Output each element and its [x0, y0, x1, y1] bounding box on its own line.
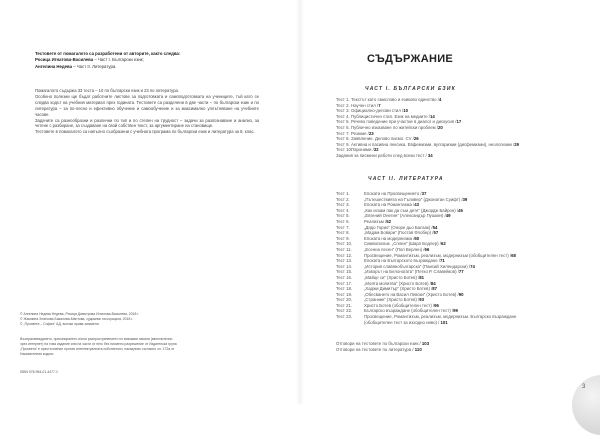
toc-item-number: Тест 6. [336, 124, 350, 130]
page-ref: 23 [368, 130, 374, 136]
toc-item-title: Българско възраждане (обобщителен тест) / [364, 308, 454, 314]
page-ref: 62 [441, 241, 446, 247]
toc-item-number: Тест 5. [336, 213, 350, 219]
toc-item-title: Активна и пасивна лексика. Евфемизми, вулгаризми (дисфемизми), неологизми / [351, 141, 515, 147]
page-ref: 52 [386, 218, 392, 224]
toc-item-number: Тест 16. [336, 274, 353, 280]
page-ref: 45 [458, 207, 463, 213]
toc-title: СЪДЪРЖАНИЕ [367, 53, 454, 65]
toc-item-number: Тест 12. [336, 252, 353, 258]
toc-item-title: „Дядо Горио“ (Оноре дьо Балзак) / [364, 224, 433, 230]
toc-item-number: Тест 8. [336, 136, 350, 142]
toc-item-number: Тест 23. [336, 314, 353, 320]
toc-item-title: Официално-делови стил / [351, 108, 404, 114]
authors-intro: Тестовете от помагалото са разработени от авторите, както следва: [35, 51, 181, 56]
toc-item-title: Епохата на модернизма / [364, 235, 415, 241]
author-part: – Част I. Български език; [93, 57, 144, 63]
toc-item-title: „Евгений Онегин“ (Александър Пушкин) / [364, 213, 446, 219]
copyright-line: © Жасмина Златкова Бакалова-Мантова, художник на корицата, 2018 г. [20, 317, 134, 321]
toc-item-number: Тест 6. [336, 218, 350, 224]
toc-item-number: Тест 7. [336, 130, 350, 136]
toc-item-title: Епохата на Българското възраждане / [364, 258, 441, 264]
toc-item-title: „Моята молитва“ (Христо Ботев) / [364, 280, 431, 286]
page-ref: 29 [514, 141, 520, 147]
toc-item-title: „Изворът на Белоногата“ (Петко Р. Славейков) / [364, 269, 459, 275]
toc-item-number: Тест 21. [336, 302, 353, 308]
toc-item-number: Тест 2. [336, 196, 350, 202]
toc-item-number: Тест 8. [336, 230, 350, 236]
page-ref: 84 [430, 280, 436, 286]
legal-notice: Възпроизвеждането, прекопирането и/или разпространението по всякакви начини (включително чрез интернет) на това издание или на части от него без писмено разрешение от Издателска група „Просвета“ е престъпление против интелектуалната собственост, наказуемо съгласно чл. 172а от Наказателния кодекс. [20, 337, 177, 356]
left-page [0, 0, 300, 404]
toc-item-title: Епохата на Романтизма / [364, 202, 415, 208]
toc-item-title: „История славянобългарска“ (Паисий Хилендарски) / [364, 263, 471, 269]
toc-item-title: „Есенна песен“ (Пол Верлен) / [364, 246, 425, 252]
page-ref: 96 [434, 302, 439, 308]
page-ref: 14 [429, 113, 435, 119]
part2-list [336, 191, 516, 325]
page-ref: 101 [440, 319, 448, 325]
page-ref: 66 [424, 246, 430, 252]
toc-item-title: Текстът като смислово и езиково единство / [351, 97, 439, 102]
page-ref: 60 [414, 235, 420, 241]
toc-item-number: Тест 9. [336, 141, 350, 147]
part1-heading: ЧАСТ I. БЪЛГАРСКИ ЕЗИК [365, 86, 456, 92]
toc-item-title: Христо Ботев (обобщителен тест) / [364, 302, 435, 308]
page-ref: 68 [511, 252, 516, 258]
answers-title: Отговори на тестовете по литература / [336, 346, 415, 352]
copyright-line: © Ангелина Недева Недева, Росица Димитрова Игнатова-Василева, 2018 г. [20, 312, 140, 316]
page-ref: 34 [427, 152, 433, 158]
answers-item[interactable] [336, 347, 429, 353]
toc-item-number: Тест 1. [336, 191, 350, 196]
answers-title: Отговори на тестовете по български език / [336, 341, 422, 346]
page-ref: 90 [458, 291, 464, 297]
description-paragraph: Помагалото съдържа 33 теста – 10 по български език и 23 по литература. [35, 88, 180, 93]
description-paragraph: Особено полезни ще бъдат работните листове за подготовката и самоподготовката на учениците, тъй като се следва ходът на учебния материал през годината. Тестовете са разделени в две части – по български език и по литература – за по-лесно и ефективно обучение и самообучение и за максимално уплътняване на учебните часове. [35, 93, 259, 117]
toc-item-title: Символизъм. „Сплин“ (Шарл Бодлер) / [364, 241, 441, 247]
toc-item-title: Просвещение, Романтизъм, реализъм, модернизъм (обобщителен тест) / [364, 252, 512, 258]
toc-item-number: Тест 9. [336, 235, 350, 241]
page-ref: 74 [470, 263, 475, 269]
toc-item-number: Тест 3. [336, 108, 350, 114]
toc-item-number: Тест 13. [336, 258, 353, 264]
page-ref: 32 [373, 147, 379, 153]
toc-item-number: Тест 14. [336, 263, 353, 269]
page-ref: 87 [432, 286, 438, 292]
toc-item-title: Речево поведение при участие в диалог и дискусия / [351, 119, 457, 125]
page-ref: 20 [438, 124, 443, 130]
toc-item-title: Епохата на Просвещението / [364, 191, 422, 196]
copyright-block [20, 312, 180, 327]
toc-item-number: Тест 17. [336, 280, 353, 286]
toc-item-number: Тест 20. [336, 297, 353, 303]
toc-item-number: Тест 4. [336, 207, 350, 213]
toc-item-title: „Обесването на Васил Левски“ (Христо Ботев) / [364, 291, 459, 297]
toc-item-number: Тест 19. [336, 291, 353, 297]
toc-item-title: „Странник“ (Христо Ботев) / [364, 297, 420, 303]
copyright-line: © „Просвета – София“ АД, всички права запазени. [20, 322, 100, 326]
authors-block [35, 51, 275, 70]
toc-item-number: Тест 18. [336, 286, 353, 292]
author-name: Ангелина Недева [35, 63, 73, 69]
page-ref: 26 [413, 136, 419, 142]
page-ref: 43 [414, 202, 420, 208]
page-ref: 81 [419, 274, 425, 280]
toc-item-title: „Хаджи Димитър“ (Христо Ботев) / [364, 286, 433, 292]
toc-item-number: Тест 1. [336, 97, 350, 102]
page-ref: 71 [440, 258, 445, 264]
toc-item-title: Публицистичен стил. Език на медиите / [351, 113, 430, 119]
toc-item-number: Тест 10. [336, 147, 353, 153]
description [35, 88, 259, 135]
page-ref: 103 [421, 341, 430, 346]
page-ref: 17 [456, 119, 462, 125]
toc-item-assignments[interactable] [336, 153, 519, 159]
toc-item-title: Резюме / [351, 130, 369, 136]
page-ref: 4 [438, 97, 442, 102]
page-ref: 39 [462, 196, 468, 202]
part1-list [336, 97, 519, 159]
isbn: ISBN 978-954-01-4477-1 [20, 370, 58, 374]
page-ref: 7 [378, 102, 381, 108]
toc-item-title: „Майце си“ (Христо Ботев) / [364, 274, 420, 280]
author-name: Росица Игнатова-Василева [35, 57, 94, 63]
part2-heading: ЧАСТ II. ЛИТЕРАТУРА [368, 176, 444, 182]
toc-item-number: Тест 10. [336, 241, 353, 247]
page-ref: 93 [419, 297, 424, 303]
answers-list [336, 341, 429, 352]
page-ref: 110 [414, 346, 422, 352]
toc-item-title: „Как искам пак да съм дете“ (Джордж Байрон) / [364, 207, 459, 213]
author-line [35, 64, 275, 70]
page-ref: 37 [421, 191, 427, 196]
toc-item-number: Тест 4. [336, 113, 350, 119]
toc-item-continuation[interactable] [336, 320, 516, 326]
page-ref: 10 [403, 108, 408, 114]
toc-item-title: (обобщителен тест за изходно ниво) / [364, 319, 441, 325]
description-paragraph: Тестовете в помагалото са напълно съобразени с учебната програма по български език и литература за 8. клас. [35, 129, 255, 135]
toc-item-number: Тест 2. [336, 102, 350, 108]
toc-item-title: Публично изказване по житейски проблем / [351, 124, 439, 130]
page-ref: 77 [458, 269, 464, 275]
toc-item-title: „Пътешествията на Гъливер“ (Джонатан Суифт) / [364, 196, 463, 202]
page-ref: 54 [432, 224, 438, 230]
toc-item-title: Задания за писмени работи след всеки тест / [336, 152, 428, 158]
toc-item-number: Тест 3. [336, 202, 350, 208]
page-ref: 57 [433, 230, 439, 236]
page-ref: 99 [453, 308, 458, 314]
toc-item-title: „Мадам Бовари“ (Гюстав Флобер) / [364, 230, 434, 236]
toc-item-number: Тест 15. [336, 269, 353, 275]
toc-item-number: Тест 7. [336, 224, 350, 230]
toc-item-title: Просвещение, Романтизъм, реализъм, модернизъм. Българско възраждане [364, 314, 517, 320]
toc-item-title: Реализъм / [364, 218, 387, 224]
toc-item-number: Тест 11. [336, 246, 352, 252]
toc-item-title: Заявление. Делово писмо. CV / [351, 136, 414, 142]
page-number: 3 [582, 384, 586, 390]
toc-item-title: Пароними / [351, 147, 374, 153]
toc-item-number: Тест 22. [336, 308, 353, 314]
toc-item-number: Тест 5. [336, 119, 350, 125]
author-part: – Част II. Литература. [72, 63, 117, 69]
toc-item-title: Научен стил / [351, 102, 379, 108]
page-ref: 49 [445, 213, 451, 219]
description-paragraph: Задачите са разнообразни и различни по тип и по степен на трудност – задачи за разпознаване и анализ, за четене с разбиране, за създаване на свой собствен текст, за аргументиране на становище. [35, 117, 259, 129]
